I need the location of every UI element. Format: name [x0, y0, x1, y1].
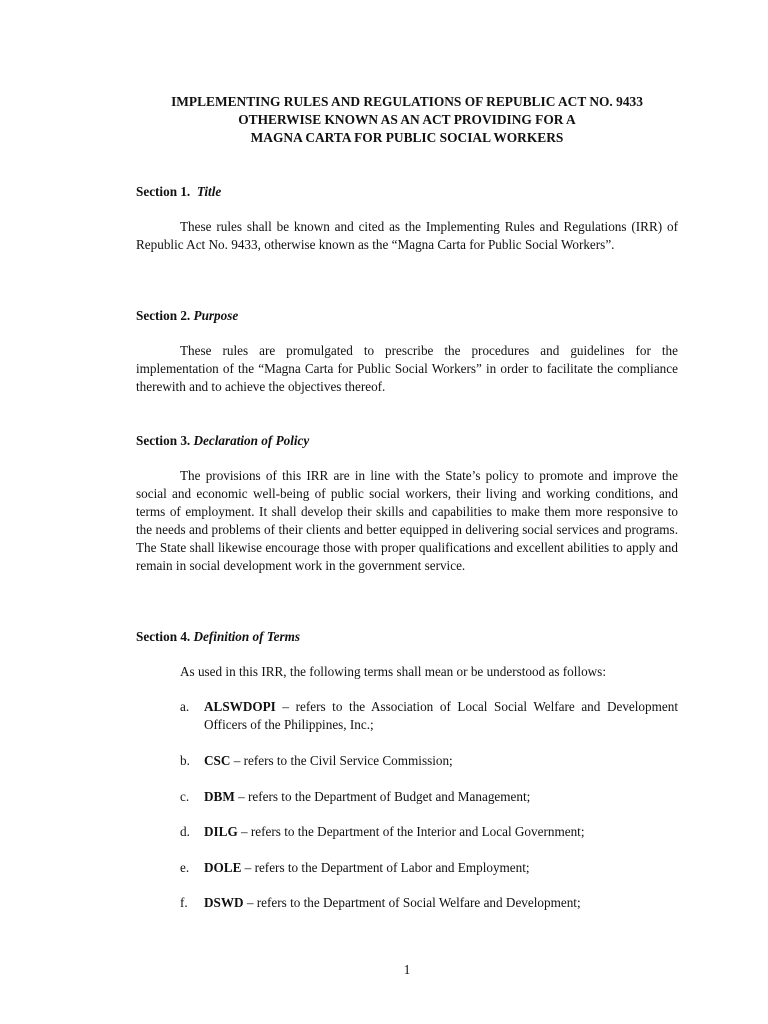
definition-text: – refers to the Association of Local Social Welfare and Development Officers of the Philippines, Inc.; — [204, 699, 678, 732]
page-number: 1 — [403, 962, 411, 977]
definition-term: DSWD — [204, 895, 244, 910]
definition-term: DILG — [204, 824, 238, 839]
document-title — [136, 93, 678, 147]
section-3-label: Section 3. — [136, 433, 191, 448]
section-4-intro: As used in this IRR, the following terms shall mean or be understood as follows: — [180, 664, 606, 679]
section-2-heading — [136, 307, 238, 325]
section-3-heading — [136, 432, 309, 450]
title-line-3: MAGNA CARTA FOR PUBLIC SOCIAL WORKERS — [250, 130, 564, 145]
section-2-label: Section 2. — [136, 308, 191, 323]
definition-item — [180, 894, 678, 912]
definition-item — [180, 698, 678, 734]
definition-text: – refers to the Department of the Interior and Local Government; — [237, 824, 585, 839]
definition-item — [180, 788, 678, 806]
title-line-2: OTHERWISE KNOWN AS AN ACT PROVIDING FOR A — [238, 112, 576, 127]
definition-term: ALSWDOPI — [204, 699, 276, 714]
definition-text: – refers to the Civil Service Commission; — [230, 753, 453, 768]
section-2-name: Purpose — [193, 308, 239, 323]
definition-letter: e. — [180, 860, 190, 875]
definition-term: CSC — [204, 753, 231, 768]
section-4-label: Section 4. — [136, 629, 191, 644]
definition-text: – refers to the Department of Social Welfare and Development; — [243, 895, 581, 910]
section-3-paragraph: The provisions of this IRR are in line with the State’s policy to promote and improve the social and economic well-being of public social workers, their living and working conditions, and terms of employment. It shall develop their skills and capabilities to make them more responsive to the needs and problems of their clients and better equipped in delivering social services and programs. The State shall likewise encourage those with proper qualifications and excellent abilities to apply and remain in social development work in the government service. — [136, 468, 678, 573]
document-page — [136, 0, 678, 1024]
section-2-paragraph: These rules are promulgated to prescribe the procedures and guidelines for the implementation of the “Magna Carta for Public Social Workers” in order to facilitate the compliance therewith and to achieve the objectives thereof. — [136, 343, 678, 394]
definition-letter: b. — [180, 753, 190, 768]
definition-term: DOLE — [204, 860, 242, 875]
definition-item — [180, 859, 678, 877]
section-4-name: Definition of Terms — [193, 629, 300, 644]
definition-letter: f. — [180, 895, 188, 910]
definition-letter: a. — [180, 699, 190, 714]
section-3-name: Declaration of Policy — [193, 433, 310, 448]
definition-text: – refers to the Department of Budget and Management; — [234, 789, 531, 804]
section-1-name: Title — [196, 184, 222, 199]
definition-item — [180, 823, 678, 841]
title-line-1: IMPLEMENTING RULES AND REGULATIONS OF REPUBLIC ACT NO. 9433 — [171, 94, 643, 109]
definition-item — [180, 752, 678, 770]
definition-letter: d. — [180, 824, 190, 839]
definition-term: DBM — [204, 789, 235, 804]
section-1-paragraph: These rules shall be known and cited as the Implementing Rules and Regulations (IRR) of Republic Act No. 9433, otherwise known as the “Magna Carta for Public Social Workers”. — [136, 219, 678, 252]
definition-text: – refers to the Department of Labor and Employment; — [241, 860, 530, 875]
section-1-label: Section 1. — [136, 184, 191, 199]
section-4-heading — [136, 628, 300, 646]
section-1-heading — [136, 183, 221, 201]
definition-letter: c. — [180, 789, 190, 804]
